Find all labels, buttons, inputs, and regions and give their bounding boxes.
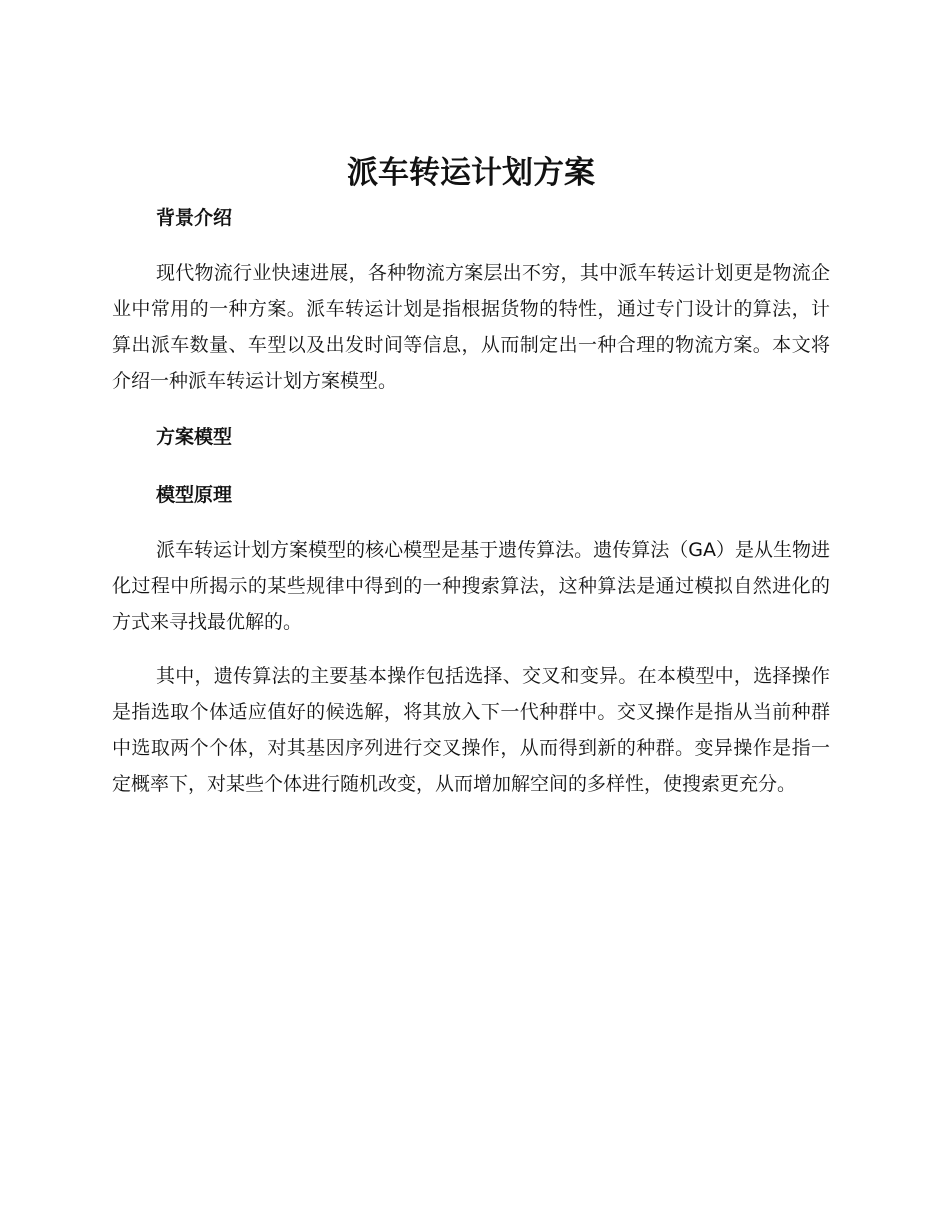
- section-heading-model-principle: 模型原理: [156, 484, 233, 506]
- paragraph-background: 现代物流行业快速进展，各种物流方案层出不穷，其中派车转运计划更是物流企业中常用的一种方案。派车转运计划是指根据货物的特性，通过专门设计的算法，计算出派车数量、车型以及出发时间等信息，从而制定出一种合理的物流方案。本文将介绍一种派车转运计划方案模型。: [112, 262, 830, 392]
- spacer: [112, 399, 830, 417]
- section-heading-background: 背景介绍: [156, 207, 233, 229]
- section-heading-scheme-model: 方案模型: [156, 426, 233, 448]
- spacer: [112, 457, 830, 475]
- paragraph-genetic-algorithm: 派车转运计划方案模型的核心模型是基于遗传算法。遗传算法（GA）是从生物进化过程中所揭示的某些规律中得到的一种搜索算法，这种算法是通过模拟自然进化的方式来寻找最优解的。: [112, 539, 830, 633]
- paragraph-ga-operations: 其中，遗传算法的主要基本操作包括选择、交叉和变异。在本模型中，选择操作是指选取个体适应值好的候选解，将其放入下一代种群中。交叉操作是指从当前种群中选取两个个体，对其基因序列进行交叉操作，从而得到新的种群。变异操作是指一定概率下，对某些个体进行随机改变，从而增加解空间的多样性，使搜索更充分。: [112, 665, 830, 795]
- spacer: [112, 238, 830, 255]
- spacer: [112, 640, 830, 658]
- document-body: [112, 150, 830, 802]
- document-title: 派车转运计划方案: [347, 155, 595, 191]
- spacer: [112, 515, 830, 532]
